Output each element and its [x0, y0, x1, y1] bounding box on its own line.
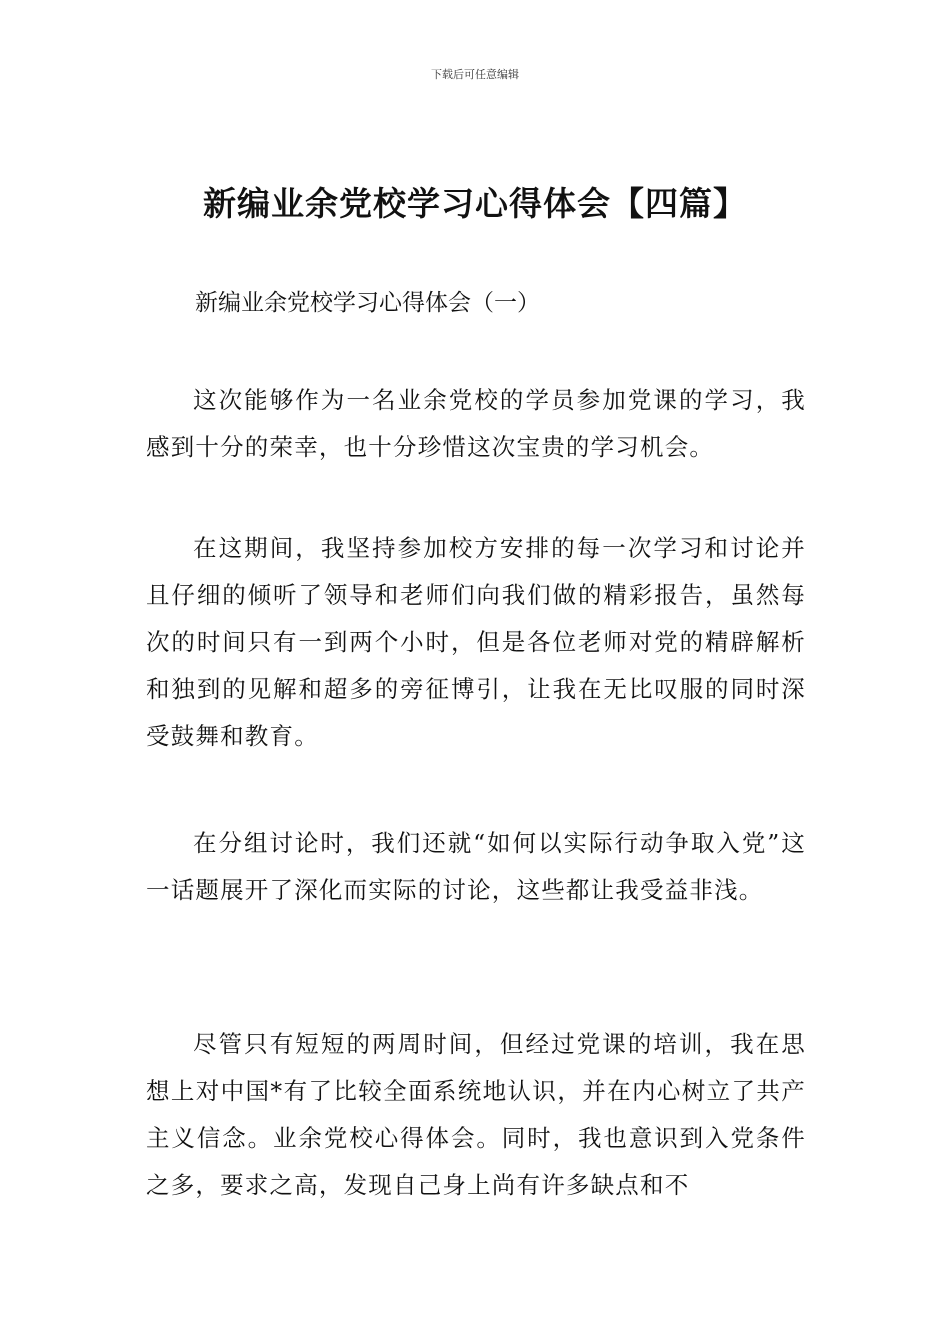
body-paragraph-2: 在这期间，我坚持参加校方安排的每一次学习和讨论并且仔细的倾听了领导和老师们向我们做的精彩报告，虽然每次的时间只有一到两个小时，但是各位老师对党的精辟解析和独到的见解和超多的旁征博引，让我在无比叹服的同时深受鼓舞和教育。	[146, 534, 806, 750]
page-header-note: 下载后可任意编辑	[431, 68, 519, 81]
body-paragraph-4: 尽管只有短短的两周时间，但经过党课的培训，我在思想上对中国*有了比较全面系统地认识，并在内心树立了共产主义信念。业余党校心得体会。同时，我也意识到入党条件之多，要求之高，发现自己身上尚有许多缺点和不	[146, 1030, 806, 1199]
body-paragraph-1: 这次能够作为一名业余党校的学员参加党课的学习，我感到十分的荣幸，也十分珍惜这次宝贵的学习机会。	[146, 386, 806, 461]
document-title: 新编业余党校学习心得体会【四篇】	[203, 184, 747, 223]
section-subtitle: 新编业余党校学习心得体会（一）	[195, 290, 540, 316]
body-paragraph-3: 在分组讨论时，我们还就“如何以实际行动争取入党”这一话题展开了深化而实际的讨论，这些都让我受益非浅。	[146, 829, 806, 904]
